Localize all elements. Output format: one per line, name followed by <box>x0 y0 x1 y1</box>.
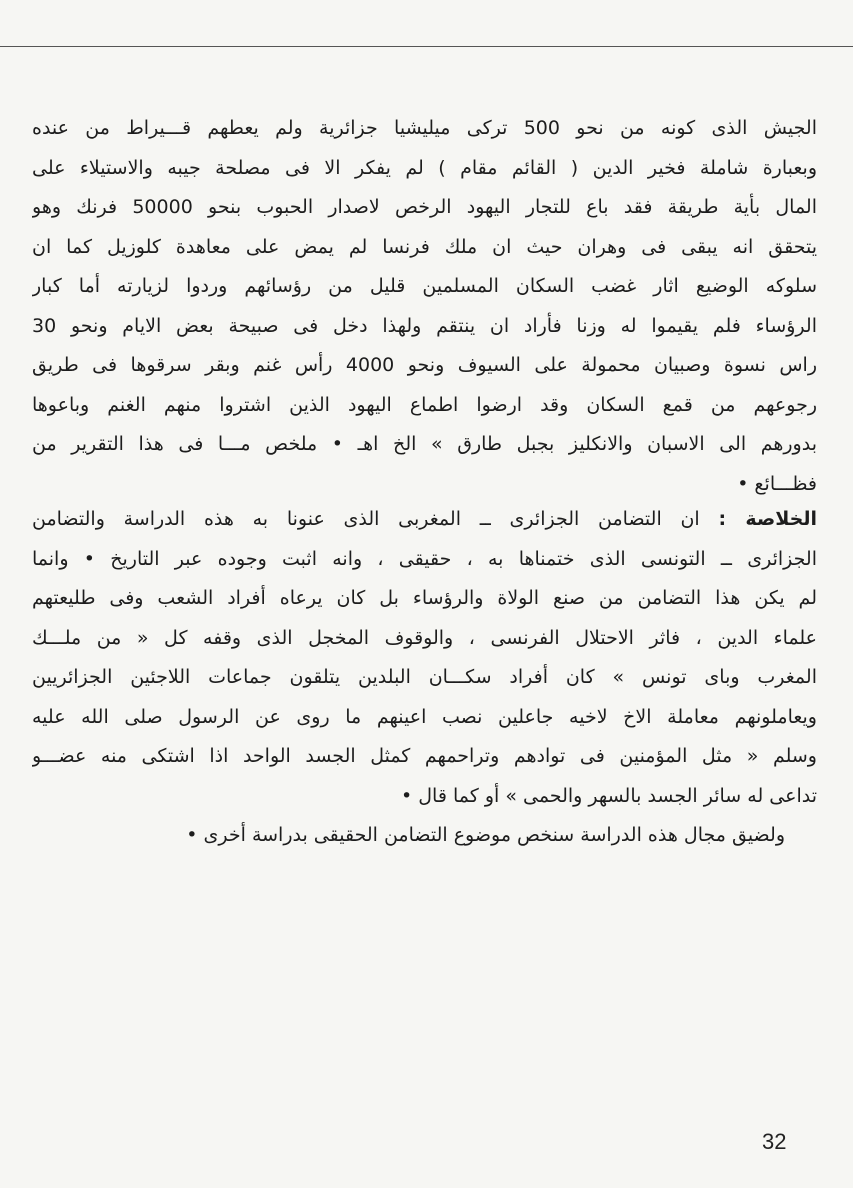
text-line: راس نسوة وصبيان محمولة على السيوف ونحو 4000 رأس غنم وبقر سرقوها فى طريق <box>32 354 817 376</box>
text-line: وبعبارة شاملة فخير الدين ( القائم مقام ) لم يفكر الا فى مصلحة جيبه والاستيلاء على <box>32 156 817 179</box>
text-line: الجيش الذى كونه من نحو 500 تركى ميليشيا جزائرية ولم يعطهم قـــيراط من عنده <box>32 117 817 139</box>
text-line: الرؤساء فلم يقيموا له وزنا فأراد ان ينتقم ولهذا دخل فى صبيحة بعض الايام ونحو 30 <box>32 314 817 337</box>
text-line: علماء الدين ، فاثر الاحتلال الفرنسى ، والوقوف المخجل الذى وقفه كل « من ملـــك <box>32 626 817 649</box>
text-line: رجوعهم من قمع السكان وقد ارضوا اطماع اليهود الذين اشتروا منهم الغنم وباعوها <box>32 393 817 416</box>
text-line: تداعى له سائر الجسد بالسهر والحمى » أو كما قال • <box>401 784 817 807</box>
text-line <box>32 500 817 540</box>
text-line: المال بأية طريقة فقد باع للتجار اليهود الرخص لاصدار الحبوب بنحو 50000 فرنك وهو <box>32 196 817 218</box>
summary-heading: الخلاصة : <box>718 508 817 530</box>
page-number: 32 <box>762 1129 787 1154</box>
summary-first-line-text: ان التضامن الجزائرى ــ المغربى الذى عنونا به هذه الدراسة والتضامن <box>32 508 700 530</box>
header-rule <box>0 46 853 47</box>
text-line: وسلم « مثل المؤمنين فى توادهم وتراحمهم كمثل الجسد الواحد اذا اشتكى منه عضـــو <box>32 745 817 767</box>
text-line: ولضيق مجال هذه الدراسة سنخص موضوع التضامن الحقيقى بدراسة أخرى • <box>186 824 785 846</box>
text-line: المغرب وباى تونس » كان أفراد سكـــان البلدين يتلقون جماعات اللاجئين الجزائريين <box>32 666 817 688</box>
text-line: يتحقق انه يبقى فى وهران حيث ان ملك فرنسا لم يمض على معاهدة كلوزيل كما ان <box>32 235 817 258</box>
text-line: لم يكن هذا التضامن من صنع الولاة والرؤساء بل كان يرعاه أفراد الشعب وفى طليعتهم <box>32 587 817 609</box>
text-line: بدورهم الى الاسبان والانكليز بجبل طارق » الخ اهـ • ملخص مـــا فى هذا التقرير من <box>32 433 817 455</box>
text-line: الجزائرى ــ التونسى الذى ختمناها به ، حقيقى ، وانه اثبت وجوده عبر التاريخ • وانما <box>32 547 817 570</box>
text-line: سلوكه الوضيع اثار غضب السكان المسلمين قليل من رؤسائهم وردوا لزيارته أما كبار <box>32 275 817 297</box>
paragraph-1 <box>32 109 817 504</box>
text-line: ويعاملونهم معاملة الاخ لاخيه جاعلين نصب اعينهم ما روى عن الرسول صلى الله عليه <box>32 705 817 728</box>
paragraph-2-summary <box>32 500 817 816</box>
paragraph-3 <box>32 816 817 856</box>
text-line: فظـــائع • <box>737 472 817 495</box>
